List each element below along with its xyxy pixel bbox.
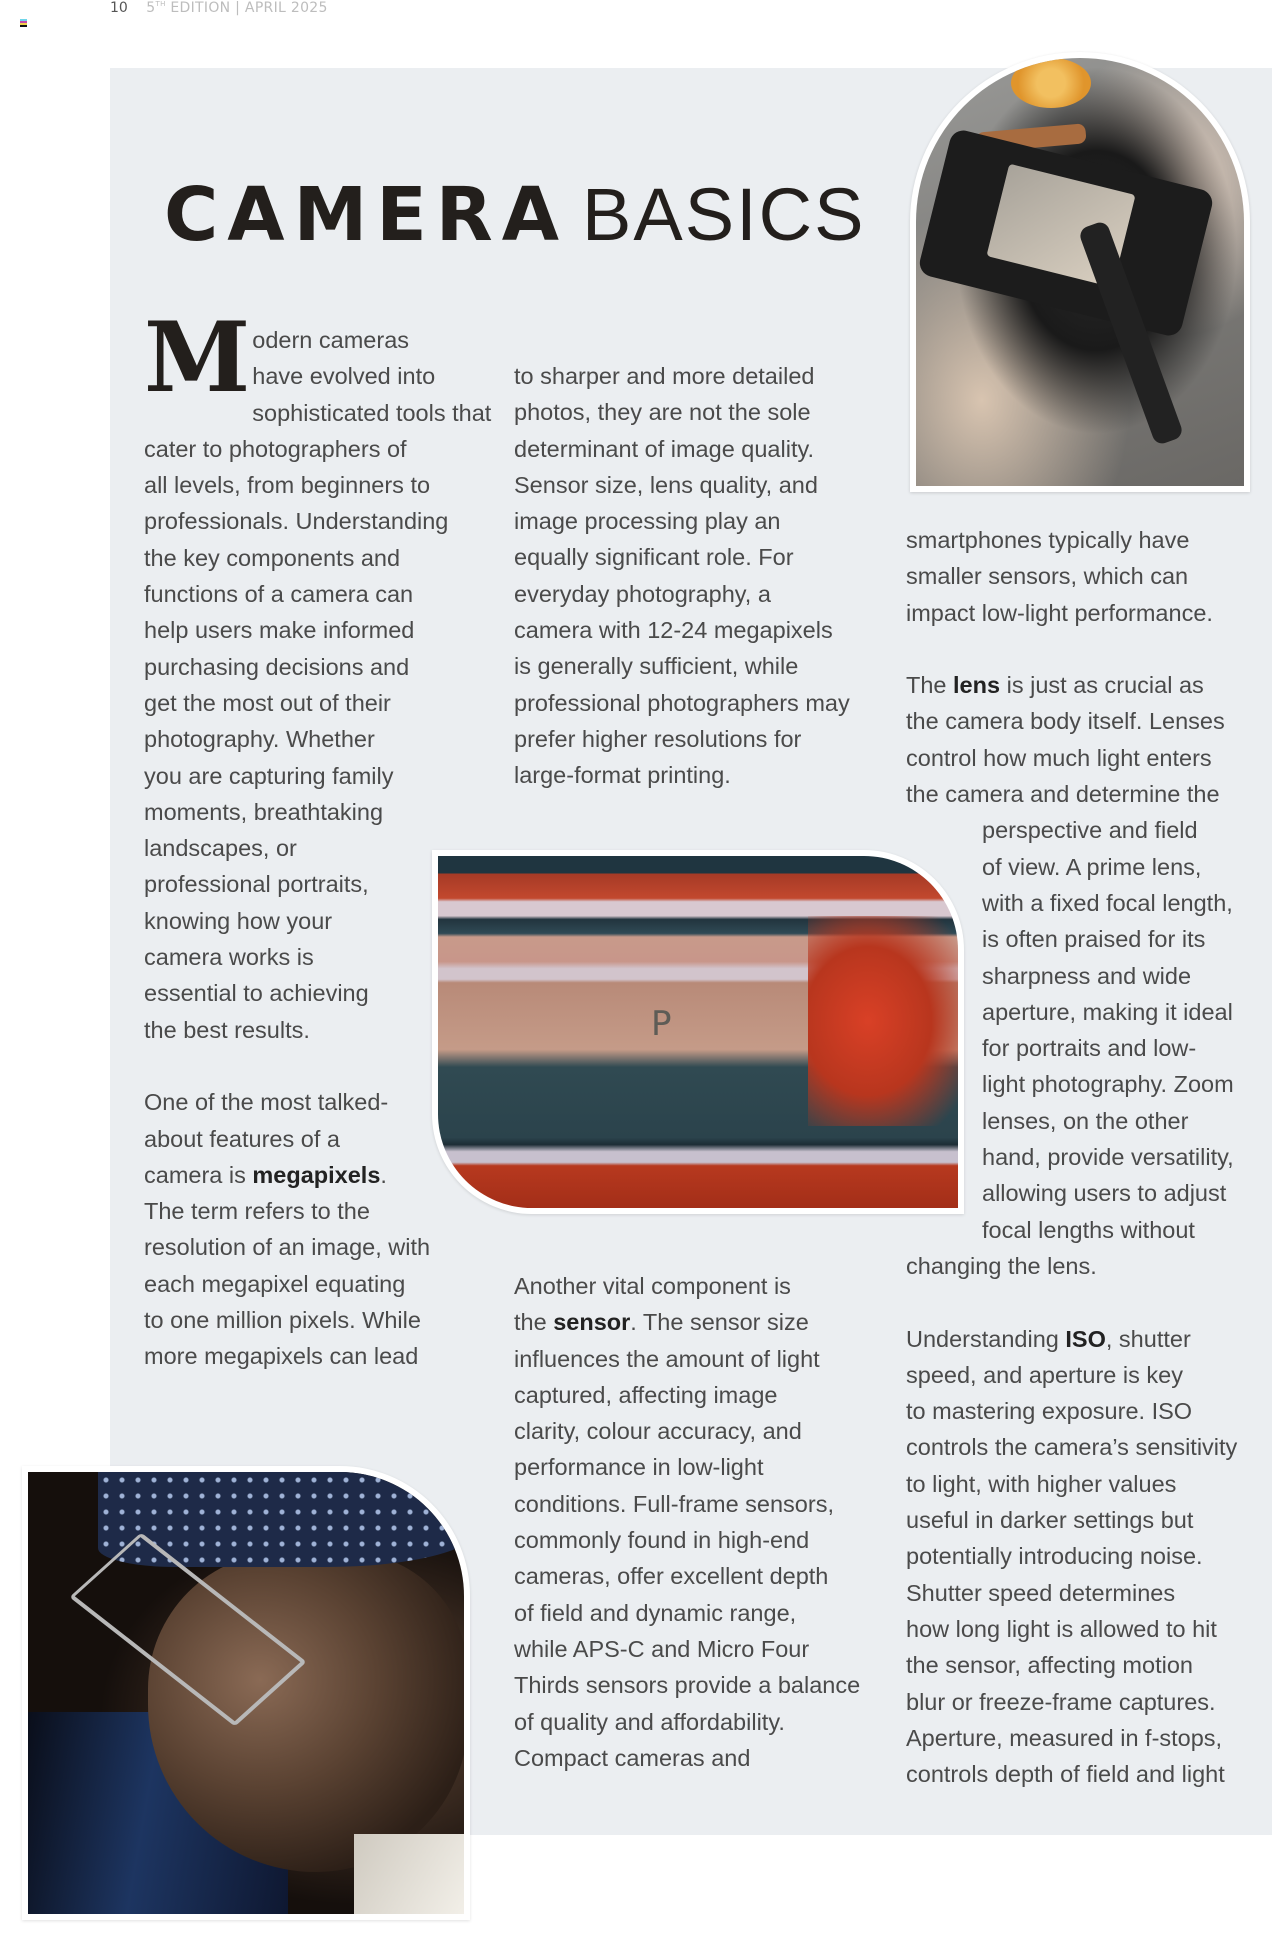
text-line: focal lengths without <box>982 1216 1195 1243</box>
text-line <box>514 1304 884 1340</box>
cmyk-color-bar-icon <box>20 19 27 27</box>
collar <box>354 1834 464 1914</box>
text-line: Aperture, measured in f-stops, <box>906 1724 1223 1751</box>
text: . <box>380 1161 387 1188</box>
text-line: image processing play an <box>514 508 781 535</box>
text: camera is <box>144 1161 253 1188</box>
text-line: have evolved into <box>252 363 436 390</box>
text-line: hand, provide versatility, <box>982 1144 1234 1171</box>
text-line: to sharper and more detailed <box>514 363 815 389</box>
keyword-sensor: sensor <box>553 1309 631 1336</box>
train-letter: P <box>651 1004 672 1044</box>
text: Understanding <box>906 1325 1066 1352</box>
text-line: Sensor size, lens quality, and <box>514 471 818 498</box>
dropcap: M <box>144 301 251 414</box>
page-header <box>110 0 328 16</box>
text-line: lenses, on the other <box>982 1107 1189 1134</box>
text-line: smaller sensors, which can <box>906 563 1189 590</box>
text: . The sensor size <box>630 1309 809 1336</box>
text: the <box>514 1309 554 1336</box>
lens-paragraph <box>906 667 1266 1284</box>
text-line: photography. Whether <box>144 726 375 753</box>
text-line: control how much light enters <box>906 744 1212 771</box>
edition-date: EDITION | APRIL 2025 <box>165 0 328 16</box>
text-line: how long light is allowed to hit <box>906 1615 1217 1642</box>
text: The <box>906 672 954 699</box>
train-photo-image <box>438 856 958 1208</box>
iso-lines <box>906 1357 1266 1793</box>
text-line: Another vital component is <box>514 1273 791 1299</box>
keyword-megapixels: megapixels <box>252 1161 381 1188</box>
iso-paragraph <box>906 1321 1266 1793</box>
text-line: Thirds sensors provide a balance <box>514 1672 861 1699</box>
portrait-photo-image <box>28 1472 464 1914</box>
text-line: cameras, offer excellent depth <box>514 1563 829 1590</box>
text-line <box>906 1321 1266 1357</box>
text-line <box>144 1157 484 1193</box>
text: , shutter <box>1105 1325 1191 1352</box>
text-line: purchasing decisions and <box>144 653 410 680</box>
column-3 <box>906 522 1266 1792</box>
text-line: to light, with higher values <box>906 1470 1177 1497</box>
sensor-lines <box>514 1341 884 1777</box>
text-line: equally significant role. For <box>514 544 794 571</box>
text: is just as crucial as <box>1000 672 1204 699</box>
text-line: for portraits and low- <box>982 1035 1197 1062</box>
text-line: is often praised for its <box>982 926 1206 953</box>
text-line: resolution of an image, with <box>144 1234 431 1261</box>
text-line: prefer higher resolutions for <box>514 725 802 752</box>
keyword-iso: ISO <box>1065 1325 1106 1352</box>
text-line: photos, they are not the sole <box>514 399 811 426</box>
edition-number: 5 <box>146 0 156 16</box>
text-line: odern cameras <box>252 327 410 353</box>
train-photo <box>432 850 964 1214</box>
text-line: controls depth of field and light <box>906 1761 1225 1788</box>
text-line: useful in darker settings but <box>906 1507 1194 1534</box>
sensor-continued <box>906 522 1266 631</box>
text-line: professional photographers may <box>514 689 850 716</box>
text-line: aperture, making it ideal <box>982 998 1233 1025</box>
text-line: captured, affecting image <box>514 1381 778 1408</box>
text-line: each megapixel equating <box>144 1270 406 1297</box>
text-line: knowing how your <box>144 907 333 934</box>
text-line: professional portraits, <box>144 871 369 898</box>
text-line: the sensor, affecting motion <box>906 1652 1193 1679</box>
portrait-photo <box>22 1466 470 1920</box>
camera-photo-image <box>916 58 1244 486</box>
text-line: the best results. <box>144 1016 310 1043</box>
title-bold: CAMERA <box>164 172 569 258</box>
column-1 <box>144 301 492 1375</box>
text-line: Shutter speed determines <box>906 1579 1176 1606</box>
text-line: of view. A prime lens, <box>982 853 1202 880</box>
edition-suffix: TH <box>155 0 166 8</box>
megapixels-continued <box>514 358 884 794</box>
text-line: the key components and <box>144 544 401 571</box>
text-line: help users make informed <box>144 617 415 644</box>
text-line: to one million pixels. While <box>144 1307 421 1334</box>
text-line: clarity, colour accuracy, and <box>514 1418 802 1445</box>
lens-full-lines <box>906 703 1266 812</box>
text-line: speed, and aperture is key <box>906 1361 1183 1388</box>
text-line: is generally sufficient, while <box>514 653 799 680</box>
text-line: potentially introducing noise. <box>906 1543 1203 1570</box>
article-title <box>164 170 865 260</box>
text-line: allowing users to adjust <box>982 1180 1227 1207</box>
orange-slice <box>1011 58 1091 108</box>
text-line: landscapes, or <box>144 835 297 862</box>
text-line: camera works is <box>144 944 314 971</box>
page-number: 10 <box>110 0 128 16</box>
text-line: light photography. Zoom <box>982 1071 1234 1098</box>
text-line: impact low-light performance. <box>906 599 1213 626</box>
column-2 <box>514 358 884 794</box>
text-line: the camera and determine the <box>906 781 1220 808</box>
text-line: performance in low-light <box>514 1454 764 1481</box>
text-line: while APS-C and Micro Four <box>514 1635 810 1662</box>
text-line: influences the amount of light <box>514 1345 820 1372</box>
text-line: about features of a <box>144 1125 340 1152</box>
text-line: determinant of image quality. <box>514 435 815 462</box>
text-line: large-format printing. <box>514 762 731 789</box>
text-line <box>906 667 1266 703</box>
text-line: commonly found in high-end <box>514 1527 810 1554</box>
text-line: more megapixels can lead <box>144 1343 419 1370</box>
text-line: the camera body itself. Lenses <box>906 708 1225 735</box>
text-line: cater to photographers of <box>144 435 407 462</box>
lens-indented-lines <box>906 812 1266 1248</box>
text-line: of quality and affordability. <box>514 1708 785 1735</box>
text-line: professionals. Understanding <box>144 508 449 535</box>
text-line: The term refers to the <box>144 1198 370 1225</box>
text-line: sharpness and wide <box>982 962 1192 989</box>
keyword-lens: lens <box>953 672 1001 699</box>
text-line: of field and dynamic range, <box>514 1599 797 1626</box>
text-line: One of the most talked- <box>144 1089 389 1116</box>
text-line: smartphones typically have <box>906 527 1190 553</box>
text-line: camera with 12-24 megapixels <box>514 617 833 644</box>
title-light: BASICS <box>582 173 866 256</box>
text-line: changing the lens. <box>906 1252 1097 1279</box>
text-line: all levels, from beginners to <box>144 472 431 499</box>
black-swatch <box>20 25 27 27</box>
text-line: moments, breathtaking <box>144 798 384 825</box>
text-line: everyday photography, a <box>514 580 771 607</box>
text-line: controls the camera’s sensitivity <box>906 1434 1238 1461</box>
text-line: to mastering exposure. ISO <box>906 1398 1193 1425</box>
text-line: with a fixed focal length, <box>982 889 1233 916</box>
text-line: functions of a camera can <box>144 581 414 608</box>
text-line: Compact cameras and <box>514 1744 751 1771</box>
text-line: get the most out of their <box>144 689 391 716</box>
text-line: sophisticated tools that <box>252 399 492 426</box>
column-2-sensor <box>514 1268 884 1776</box>
text-line: conditions. Full-frame sensors, <box>514 1490 834 1517</box>
text-line: perspective and field <box>982 817 1198 844</box>
camera-photo <box>910 52 1250 492</box>
text-line: blur or freeze-frame captures. <box>906 1688 1216 1715</box>
edition-info <box>146 0 327 16</box>
text-line: you are capturing family <box>144 762 394 789</box>
megapixels-rest <box>144 1193 484 1374</box>
text-line: essential to achieving <box>144 980 369 1007</box>
